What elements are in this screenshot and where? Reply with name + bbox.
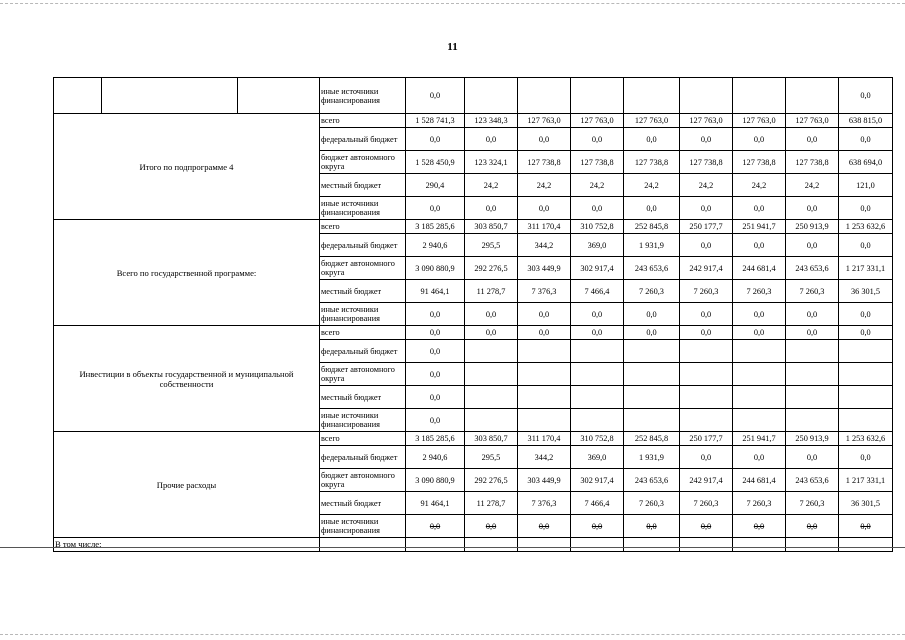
page-cut-line xyxy=(0,547,905,548)
value-cell: 0,0 xyxy=(786,128,839,151)
value-cell xyxy=(680,409,733,432)
value-cell: 0,0 xyxy=(786,303,839,326)
page-number: 11 xyxy=(447,41,458,53)
value-cell: 250 177,7 xyxy=(680,432,733,446)
value-cell: 0,0 xyxy=(571,515,624,538)
value-cell: 0,0 xyxy=(624,303,680,326)
value-cell: 0,0 xyxy=(465,197,518,220)
value-cell: 0,0 xyxy=(406,363,465,386)
value-cell: 303 850,7 xyxy=(465,432,518,446)
value-cell xyxy=(518,340,571,363)
source-label: иные источники финансирования xyxy=(320,303,406,326)
value-cell xyxy=(839,340,893,363)
value-cell: 123 324,1 xyxy=(465,151,518,174)
value-cell xyxy=(518,363,571,386)
value-cell: 127 763,0 xyxy=(786,114,839,128)
value-cell: 0,0 xyxy=(733,326,786,340)
value-cell: 1 217 331,1 xyxy=(839,469,893,492)
source-label: всего xyxy=(320,220,406,234)
value-cell: 0,0 xyxy=(518,128,571,151)
value-cell: 244 681,4 xyxy=(733,257,786,280)
source-label: иные источники финансирования xyxy=(320,197,406,220)
value-cell: 302 917,4 xyxy=(571,257,624,280)
table-row xyxy=(54,78,905,114)
value-cell: 344,2 xyxy=(518,446,571,469)
table-row xyxy=(54,432,905,446)
value-cell: 3 185 285,6 xyxy=(406,432,465,446)
value-cell: 7 466,4 xyxy=(571,280,624,303)
value-cell xyxy=(624,409,680,432)
value-cell: 0,0 xyxy=(733,303,786,326)
value-cell: 0,0 xyxy=(733,128,786,151)
value-cell: 127 763,0 xyxy=(571,114,624,128)
value-cell: 292 276,5 xyxy=(465,257,518,280)
empty-cell xyxy=(238,78,320,114)
value-cell: 7 260,3 xyxy=(733,492,786,515)
value-cell xyxy=(786,340,839,363)
value-cell: 0,0 xyxy=(733,234,786,257)
value-cell: 0,0 xyxy=(733,515,786,538)
value-cell: 243 653,6 xyxy=(624,469,680,492)
value-cell: 127 763,0 xyxy=(733,114,786,128)
value-cell: 250 913,9 xyxy=(786,220,839,234)
value-cell: 7 260,3 xyxy=(624,492,680,515)
value-cell: 24,2 xyxy=(571,174,624,197)
empty-cell xyxy=(839,538,893,552)
empty-cell xyxy=(624,538,680,552)
value-cell: 243 653,6 xyxy=(786,257,839,280)
value-cell xyxy=(518,386,571,409)
value-cell: 0,0 xyxy=(733,197,786,220)
value-cell: 0,0 xyxy=(680,326,733,340)
value-cell xyxy=(465,386,518,409)
value-cell: 0,0 xyxy=(680,446,733,469)
section-label: Прочие расходы xyxy=(54,432,320,538)
value-cell: 1 931,9 xyxy=(624,234,680,257)
value-cell: 0,0 xyxy=(624,197,680,220)
empty-cell xyxy=(786,538,839,552)
value-cell: 7 260,3 xyxy=(786,492,839,515)
value-cell: 2 940,6 xyxy=(406,446,465,469)
value-cell: 7 260,3 xyxy=(733,280,786,303)
source-label: бюджет автономного округа xyxy=(320,151,406,174)
value-cell xyxy=(465,363,518,386)
empty-cell xyxy=(518,538,571,552)
value-cell: 3 090 880,9 xyxy=(406,257,465,280)
value-cell: 7 466,4 xyxy=(571,492,624,515)
value-cell xyxy=(571,78,624,114)
value-cell: 0,0 xyxy=(518,303,571,326)
empty-cell xyxy=(406,538,465,552)
value-cell xyxy=(786,409,839,432)
value-cell: 311 170,4 xyxy=(518,432,571,446)
value-cell: 250 913,9 xyxy=(786,432,839,446)
value-cell: 36 301,5 xyxy=(839,492,893,515)
value-cell: 0,0 xyxy=(406,386,465,409)
source-label: всего xyxy=(320,432,406,446)
value-cell: 127 763,0 xyxy=(518,114,571,128)
value-cell: 7 260,3 xyxy=(680,492,733,515)
value-cell: 0,0 xyxy=(571,197,624,220)
value-cell: 0,0 xyxy=(571,128,624,151)
value-cell: 7 376,3 xyxy=(518,280,571,303)
value-cell: 7 260,3 xyxy=(680,280,733,303)
value-cell xyxy=(624,386,680,409)
value-cell: 127 738,8 xyxy=(518,151,571,174)
source-label: бюджет автономного округа xyxy=(320,363,406,386)
value-cell: 242 917,4 xyxy=(680,257,733,280)
value-cell: 0,0 xyxy=(571,303,624,326)
value-cell: 369,0 xyxy=(571,234,624,257)
value-cell: 0,0 xyxy=(786,234,839,257)
empty-cell xyxy=(733,538,786,552)
value-cell: 311 170,4 xyxy=(518,220,571,234)
empty-cell xyxy=(465,538,518,552)
value-cell xyxy=(571,340,624,363)
value-cell xyxy=(465,409,518,432)
value-cell: 0,0 xyxy=(624,128,680,151)
value-cell: 0,0 xyxy=(406,340,465,363)
value-cell: 243 653,6 xyxy=(786,469,839,492)
value-cell: 310 752,8 xyxy=(571,220,624,234)
value-cell xyxy=(839,409,893,432)
value-cell: 127 738,8 xyxy=(786,151,839,174)
value-cell: 252 845,8 xyxy=(624,432,680,446)
value-cell: 0,0 xyxy=(839,326,893,340)
value-cell: 127 738,8 xyxy=(680,151,733,174)
value-cell: 0,0 xyxy=(465,128,518,151)
source-label: федеральный бюджет xyxy=(320,340,406,363)
value-cell: 251 941,7 xyxy=(733,220,786,234)
value-cell: 0,0 xyxy=(624,326,680,340)
value-cell xyxy=(786,386,839,409)
value-cell: 0,0 xyxy=(839,446,893,469)
value-cell: 303 850,7 xyxy=(465,220,518,234)
source-label: федеральный бюджет xyxy=(320,234,406,257)
source-label: всего xyxy=(320,326,406,340)
empty-cell xyxy=(571,538,624,552)
value-cell: 303 449,9 xyxy=(518,469,571,492)
empty-cell xyxy=(320,538,406,552)
value-cell: 243 653,6 xyxy=(624,257,680,280)
value-cell: 292 276,5 xyxy=(465,469,518,492)
value-cell: 0,0 xyxy=(406,197,465,220)
value-cell: 0,0 xyxy=(465,326,518,340)
value-cell: 0,0 xyxy=(839,234,893,257)
value-cell xyxy=(571,363,624,386)
value-cell xyxy=(786,78,839,114)
value-cell: 0,0 xyxy=(406,128,465,151)
value-cell: 91 464,1 xyxy=(406,492,465,515)
scan-edge-bottom xyxy=(0,634,905,635)
source-label: местный бюджет xyxy=(320,174,406,197)
value-cell: 1 528 741,3 xyxy=(406,114,465,128)
value-cell xyxy=(680,78,733,114)
source-label: бюджет автономного округа xyxy=(320,469,406,492)
value-cell: 0,0 xyxy=(680,303,733,326)
value-cell: 1 931,9 xyxy=(624,446,680,469)
value-cell: 0,0 xyxy=(406,303,465,326)
value-cell: 302 917,4 xyxy=(571,469,624,492)
value-cell xyxy=(680,386,733,409)
value-cell: 295,5 xyxy=(465,234,518,257)
value-cell: 0,0 xyxy=(786,515,839,538)
value-cell: 121,0 xyxy=(839,174,893,197)
value-cell: 344,2 xyxy=(518,234,571,257)
value-cell: 24,2 xyxy=(786,174,839,197)
source-label: бюджет автономного округа xyxy=(320,257,406,280)
value-cell: 24,2 xyxy=(680,174,733,197)
value-cell: 0,0 xyxy=(680,197,733,220)
table-row xyxy=(54,538,905,552)
value-cell xyxy=(733,340,786,363)
value-cell: 310 752,8 xyxy=(571,432,624,446)
value-cell: 0,0 xyxy=(839,78,893,114)
value-cell xyxy=(624,363,680,386)
value-cell: 24,2 xyxy=(733,174,786,197)
source-label: местный бюджет xyxy=(320,386,406,409)
source-label: иные источники финансирования xyxy=(320,78,406,114)
value-cell: 0,0 xyxy=(518,515,571,538)
value-cell: 0,0 xyxy=(406,515,465,538)
value-cell xyxy=(465,78,518,114)
value-cell: 0,0 xyxy=(518,197,571,220)
value-cell: 0,0 xyxy=(624,515,680,538)
source-label: федеральный бюджет xyxy=(320,446,406,469)
value-cell: 0,0 xyxy=(786,326,839,340)
value-cell: 3 185 285,6 xyxy=(406,220,465,234)
budget-table xyxy=(53,77,905,552)
value-cell xyxy=(680,363,733,386)
value-cell: 11 278,7 xyxy=(465,280,518,303)
value-cell: 0,0 xyxy=(571,326,624,340)
value-cell: 7 376,3 xyxy=(518,492,571,515)
value-cell: 11 278,7 xyxy=(465,492,518,515)
source-label: всего xyxy=(320,114,406,128)
value-cell: 1 253 632,6 xyxy=(839,432,893,446)
section-label: Инвестиции в объекты государственной и муниципальной собственности xyxy=(54,326,320,432)
value-cell: 0,0 xyxy=(406,326,465,340)
value-cell: 7 260,3 xyxy=(786,280,839,303)
value-cell: 24,2 xyxy=(465,174,518,197)
value-cell: 36 301,5 xyxy=(839,280,893,303)
value-cell xyxy=(518,78,571,114)
value-cell: 2 940,6 xyxy=(406,234,465,257)
scan-edge-top xyxy=(0,3,905,4)
value-cell: 1 528 450,9 xyxy=(406,151,465,174)
value-cell: 127 763,0 xyxy=(680,114,733,128)
value-cell xyxy=(624,78,680,114)
empty-cell xyxy=(102,78,238,114)
value-cell: 0,0 xyxy=(839,515,893,538)
value-cell xyxy=(465,340,518,363)
table-row xyxy=(54,220,905,234)
value-cell: 0,0 xyxy=(680,515,733,538)
source-label: местный бюджет xyxy=(320,492,406,515)
table-row xyxy=(54,326,905,340)
source-label: местный бюджет xyxy=(320,280,406,303)
value-cell: 3 090 880,9 xyxy=(406,469,465,492)
value-cell: 127 738,8 xyxy=(624,151,680,174)
value-cell: 244 681,4 xyxy=(733,469,786,492)
value-cell: 0,0 xyxy=(733,446,786,469)
value-cell: 0,0 xyxy=(465,515,518,538)
value-cell xyxy=(680,340,733,363)
value-cell: 0,0 xyxy=(839,128,893,151)
value-cell: 1 217 331,1 xyxy=(839,257,893,280)
source-label: федеральный бюджет xyxy=(320,128,406,151)
value-cell: 0,0 xyxy=(839,303,893,326)
source-label: иные источники финансирования xyxy=(320,409,406,432)
value-cell: 0,0 xyxy=(465,303,518,326)
value-cell: 638 815,0 xyxy=(839,114,893,128)
value-cell: 303 449,9 xyxy=(518,257,571,280)
value-cell xyxy=(624,340,680,363)
value-cell xyxy=(518,409,571,432)
value-cell: 0,0 xyxy=(786,446,839,469)
value-cell: 7 260,3 xyxy=(624,280,680,303)
value-cell xyxy=(733,363,786,386)
value-cell: 369,0 xyxy=(571,446,624,469)
value-cell: 250 177,7 xyxy=(680,220,733,234)
value-cell xyxy=(839,386,893,409)
source-label: иные источники финансирования xyxy=(320,515,406,538)
value-cell: 123 348,3 xyxy=(465,114,518,128)
value-cell: 91 464,1 xyxy=(406,280,465,303)
empty-cell xyxy=(54,78,102,114)
value-cell: 0,0 xyxy=(680,128,733,151)
value-cell: 252 845,8 xyxy=(624,220,680,234)
value-cell: 242 917,4 xyxy=(680,469,733,492)
value-cell xyxy=(571,386,624,409)
value-cell xyxy=(571,409,624,432)
value-cell: 295,5 xyxy=(465,446,518,469)
value-cell xyxy=(733,78,786,114)
value-cell: 251 941,7 xyxy=(733,432,786,446)
value-cell: 1 253 632,6 xyxy=(839,220,893,234)
value-cell: 0,0 xyxy=(839,197,893,220)
value-cell: 0,0 xyxy=(518,326,571,340)
section-label: Итого по подпрограмме 4 xyxy=(54,114,320,220)
value-cell: 127 738,8 xyxy=(733,151,786,174)
value-cell xyxy=(786,363,839,386)
empty-cell xyxy=(680,538,733,552)
table-row xyxy=(54,114,905,128)
value-cell xyxy=(733,386,786,409)
value-cell: 24,2 xyxy=(624,174,680,197)
value-cell: 0,0 xyxy=(406,409,465,432)
value-cell: 290,4 xyxy=(406,174,465,197)
value-cell: 638 694,0 xyxy=(839,151,893,174)
value-cell xyxy=(839,363,893,386)
value-cell xyxy=(733,409,786,432)
value-cell: 127 763,0 xyxy=(624,114,680,128)
value-cell: 0,0 xyxy=(406,78,465,114)
section-label: Всего по государственной программе: xyxy=(54,220,320,326)
value-cell: 24,2 xyxy=(518,174,571,197)
value-cell: 127 738,8 xyxy=(571,151,624,174)
footer-label: В том числе: xyxy=(54,538,320,552)
value-cell: 0,0 xyxy=(786,197,839,220)
value-cell: 0,0 xyxy=(680,234,733,257)
